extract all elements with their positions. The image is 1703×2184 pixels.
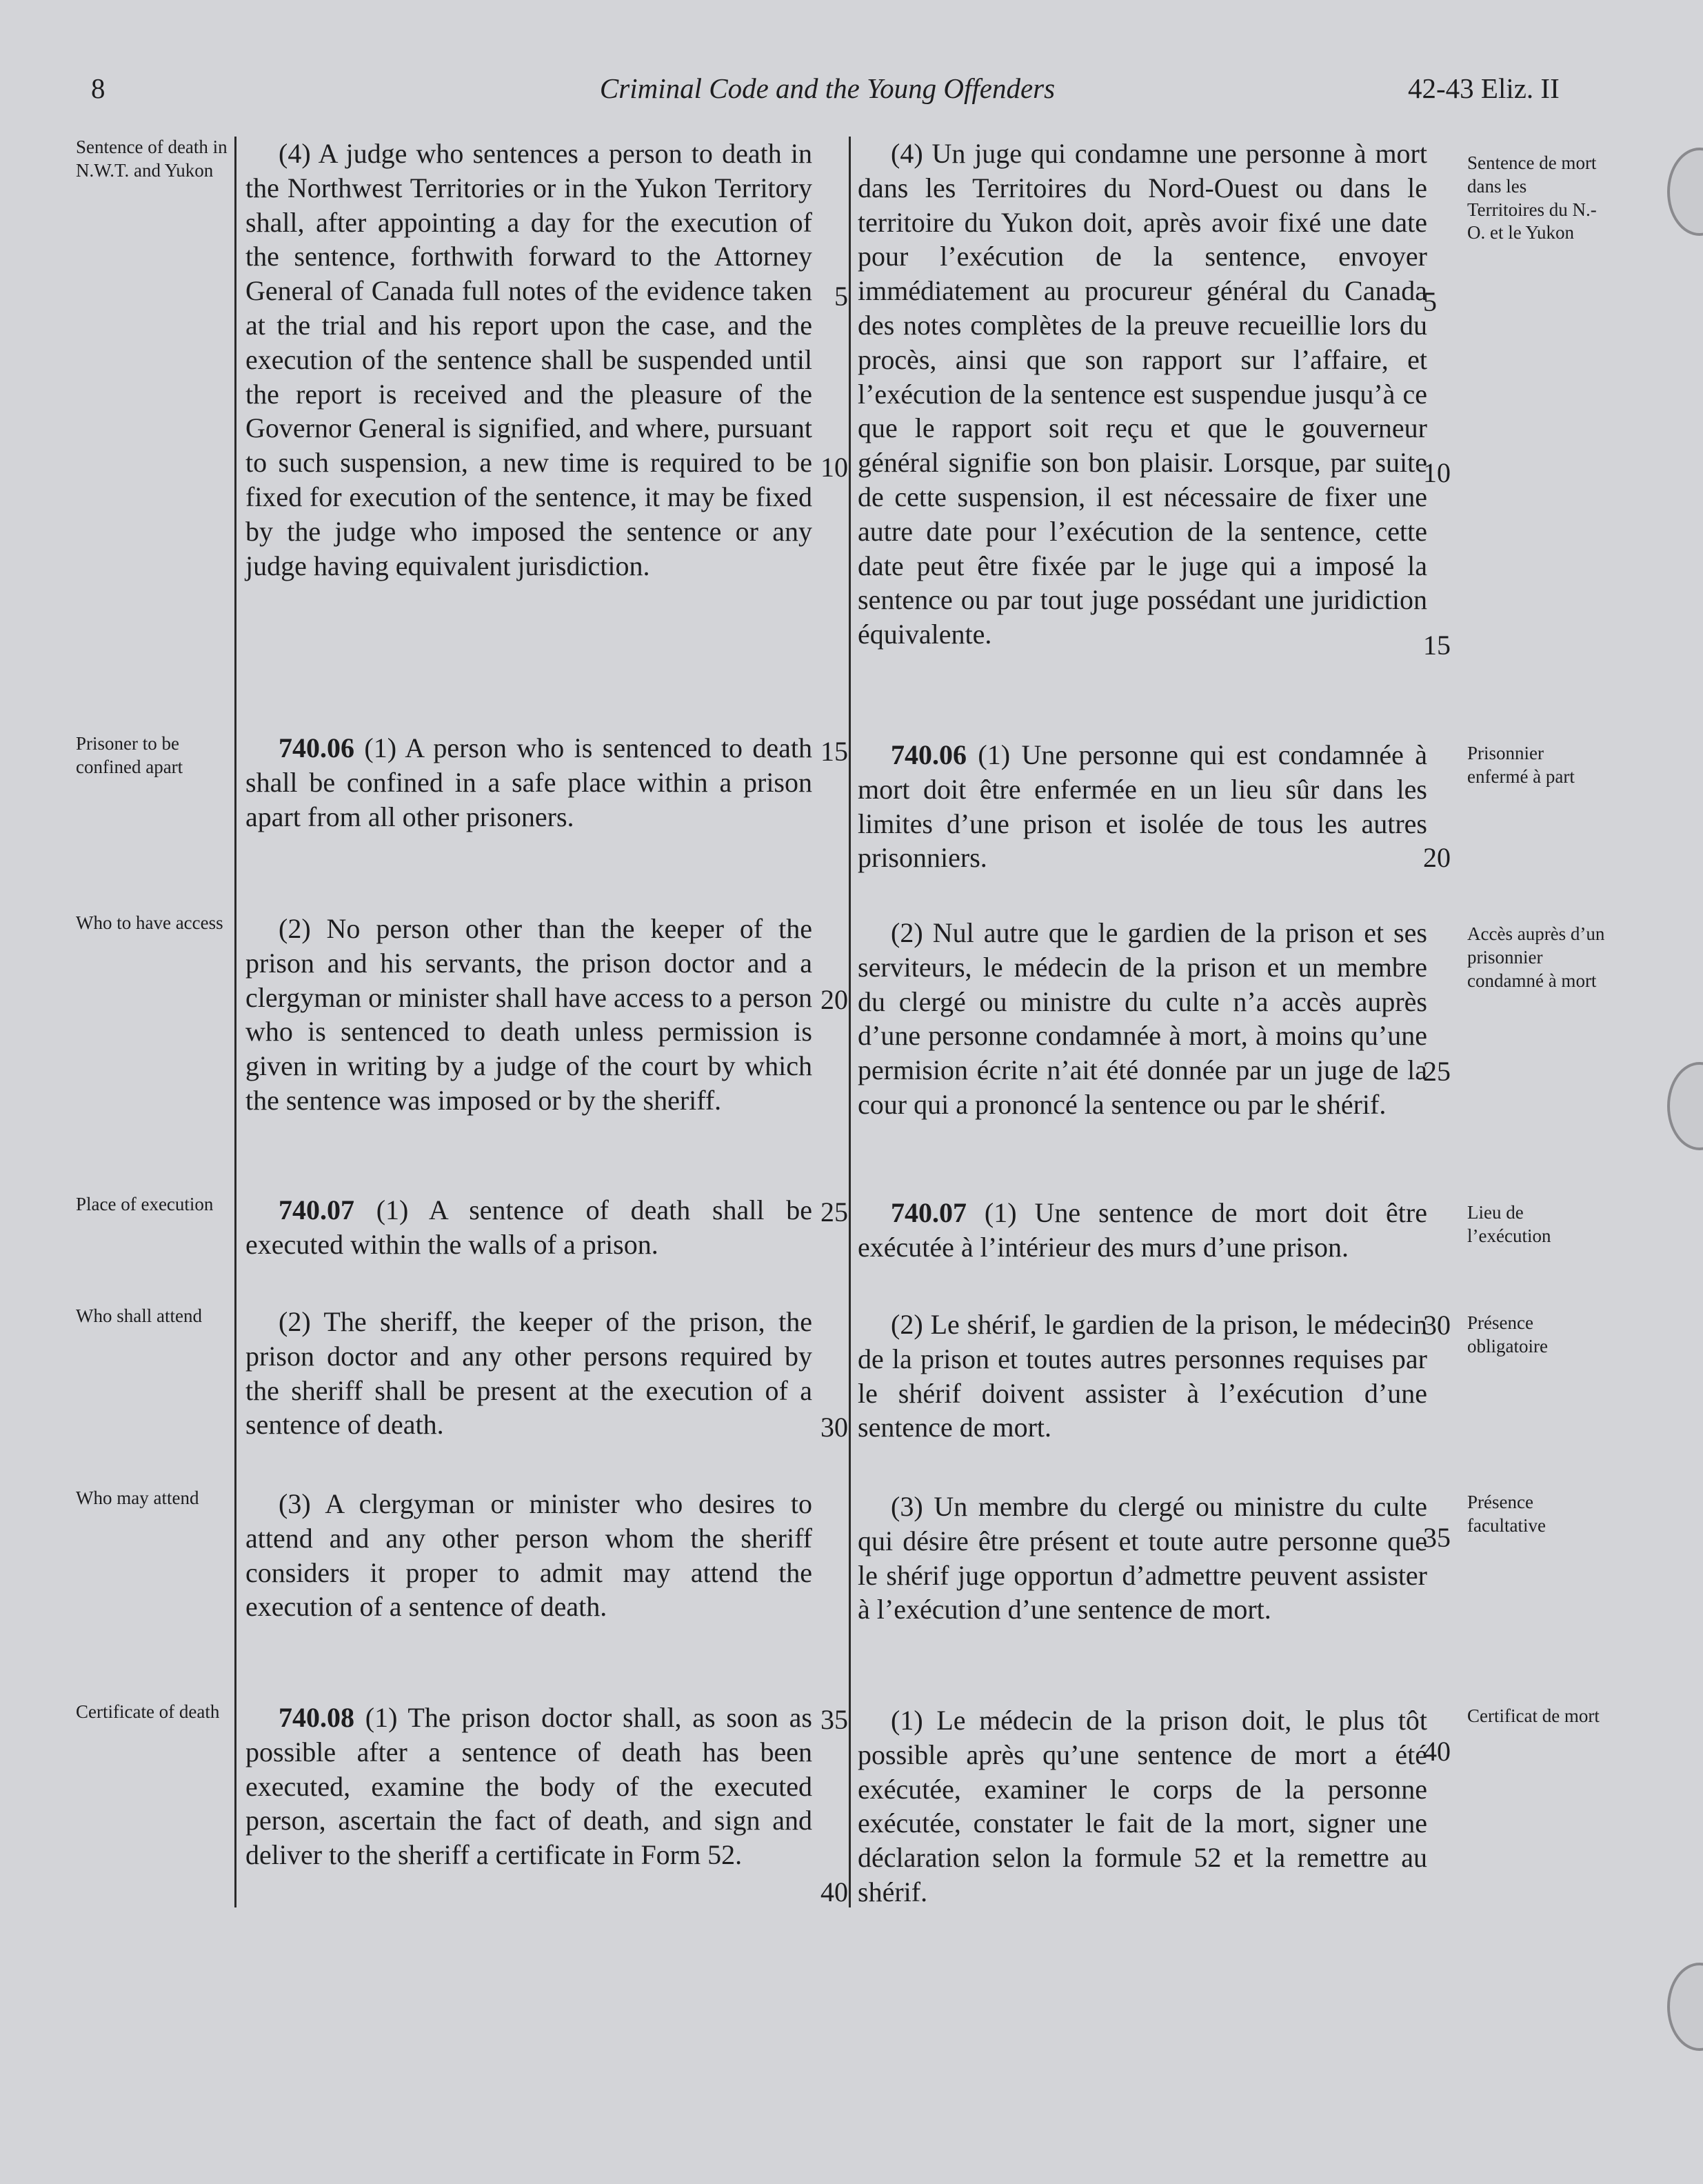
binder-hole-icon [1667,1963,1703,2051]
center-column-rule [849,137,851,1907]
margin-note-right: Lieu de l’exécution [1467,1202,1551,1246]
margin-note-left: Who may attend [76,1487,199,1508]
line-number: 15 [820,736,848,767]
line-number: 35 [1423,1522,1451,1553]
fr-paragraph: (3) Un membre du clergé ou ministre du culte qui désire être présent et toute autre personne que le shérif juge opportun d’admettre peuvent assister à l’exécution d’une sentence de mort. [858,1491,1427,1625]
page-title: Criminal Code and the Young Offenders [599,72,1056,104]
fr-paragraph: (4) Un juge qui condamne une personne à mort dans les Territoires du Nord-Ouest ou dans le territoire du Yukon doit, après avoir fixé une date pour l’exécution de la sentence, envoyer immédiatement au procureur général du Canada des notes complètes de la preuve recueillie lors du procès, ainsi que son rapport sur l’affaire, et l’exécution de la sentence est suspendue jusqu’à ce que le rapport soit reçu et que le gouverneur général signifie son bon plaisir. Lorsque, par suite de cette suspension, il est nécessaire de fixer une autre date pour l’exécution de la sentence, cette date peut être fixée par le juge qui a imposé la sentence ou par tout juge possédant une juridiction équivalente. [858,138,1427,650]
line-number: 25 [820,1196,848,1228]
en-paragraph: (4) A judge who sentences a person to death in the Northwest Territories or in the Yukon Territory shall, after appointing a day for the execution of the sentence, forthwith forward to the Attorney General of Canada full notes of the evidence taken at the trial and his report upon the case, and the execution of the sentence shall be suspended until the report is received and the pleasure of the Governor General is signified, and where, pursuant to such suspension, a new time is required to be fixed for execution of the sentence, it may be fixed by the judge who imposed the sentence or any judge having equivalent jurisdiction. [245,138,812,581]
margin-note-right: Prisonnier enfermé à part [1467,743,1575,787]
fr-paragraph: 740.06 (1) Une personne qui est condamnée à mort doit être enfermée en un lieu sûr dans les limites d’une prison et isolée de tous les autres prisonniers. [858,739,1427,874]
margin-note-right: Accès auprès d’un prisonnier condamné à mort [1467,923,1605,991]
margin-note-left: Sentence of death in N.W.T. and Yukon [76,137,228,181]
page-number: 8 [91,72,105,104]
margin-note-right: Présence facultative [1467,1492,1546,1536]
fr-paragraph: (2) Nul autre que le gardien de la prison et ses serviteurs, le médecin de la prison et un membre du clergé ou ministre du culte n’a accès auprès d’une personne condamnée à mort, à moins qu’une permision écrite n’ait été donnée par un juge de la cour qui a prononcé la sentence ou par le shérif. [858,917,1427,1120]
binder-hole-icon [1667,1062,1703,1150]
regnal-year: 42-43 Eliz. II [1408,72,1560,104]
margin-note-left: Place of execution [76,1194,214,1214]
en-paragraph: 740.07 (1) A sentence of death shall be executed within the walls of a prison. [245,1194,812,1260]
section-number: 740.08 [279,1702,354,1733]
section-number: 740.07 [279,1194,354,1225]
line-number: 15 [1423,630,1451,661]
line-number: 30 [1423,1310,1451,1341]
fr-paragraph: 740.07 (1) Une sentence de mort doit être exécutée à l’intérieur des murs d’une prison. [858,1197,1427,1263]
margin-note-left: Certificate of death [76,1701,220,1722]
line-number: 40 [820,1876,848,1907]
line-number: 20 [1423,842,1451,873]
line-number: 20 [820,984,848,1015]
margin-note-left: Who shall attend [76,1305,202,1326]
line-number: 5 [834,281,848,312]
en-paragraph: (2) The sheriff, the keeper of the prison, the prison doctor and any other persons required by the sheriff shall be present at the execution of a sentence of death. [245,1306,812,1441]
section-number: 740.06 [279,732,354,763]
line-number: 25 [1423,1056,1451,1087]
en-paragraph: (3) A clergyman or minister who desires to attend and any other person whom the sheriff considers it proper to admit may attend the execution of a sentence of death. [245,1488,812,1623]
fr-paragraph: (1) Le médecin de la prison doit, le plus tôt possible après qu’une sentence de mort a été exécutée, examiner le corps de la personne exécutée, constater le fait de la mort, signer une déclaration selon la formule 52 et la remettre au shérif. [858,1705,1427,1907]
binder-hole-icon [1667,148,1703,236]
line-number: 10 [820,452,848,483]
margin-note-left: Prisoner to be confined apart [76,733,183,777]
left-column-rule [234,137,236,1907]
en-paragraph: 740.08 (1) The prison doctor shall, as soon as possible after a sentence of death has been executed, examine the body of the executed person, ascertain the fact of death, and sign and deliver to the sheriff a certificate in Form 52. [245,1702,812,1871]
margin-note-left: Who to have access [76,912,223,933]
section-number: 740.06 [891,739,967,770]
line-number: 35 [820,1704,848,1735]
line-number: 30 [820,1412,848,1443]
margin-note-right: Présence obligatoire [1467,1312,1548,1356]
line-number: 40 [1423,1736,1451,1767]
line-number: 5 [1423,286,1437,317]
en-paragraph: (2) No person other than the keeper of the prison and his servants, the prison doctor and a clergyman or minister shall have access to a person who is sentenced to death unless permission is given in writing by a judge of the court by which the sentence was imposed or by the sheriff. [245,913,812,1116]
margin-note-right: Sentence de mort dans les Territoires du N.-O. et le Yukon [1467,152,1597,243]
line-number: 10 [1423,457,1451,488]
fr-paragraph: (2) Le shérif, le gardien de la prison, le médecin de la prison et toutes autres personnes requises par le shérif doivent assister à l’exécution d’une sentence de mort. [858,1309,1427,1443]
en-paragraph: 740.06 (1) A person who is sentenced to death shall be confined in a safe place within a prison apart from all other prisoners. [245,732,812,832]
section-number: 740.07 [891,1197,967,1228]
margin-note-right: Certificat de mort [1467,1705,1600,1726]
